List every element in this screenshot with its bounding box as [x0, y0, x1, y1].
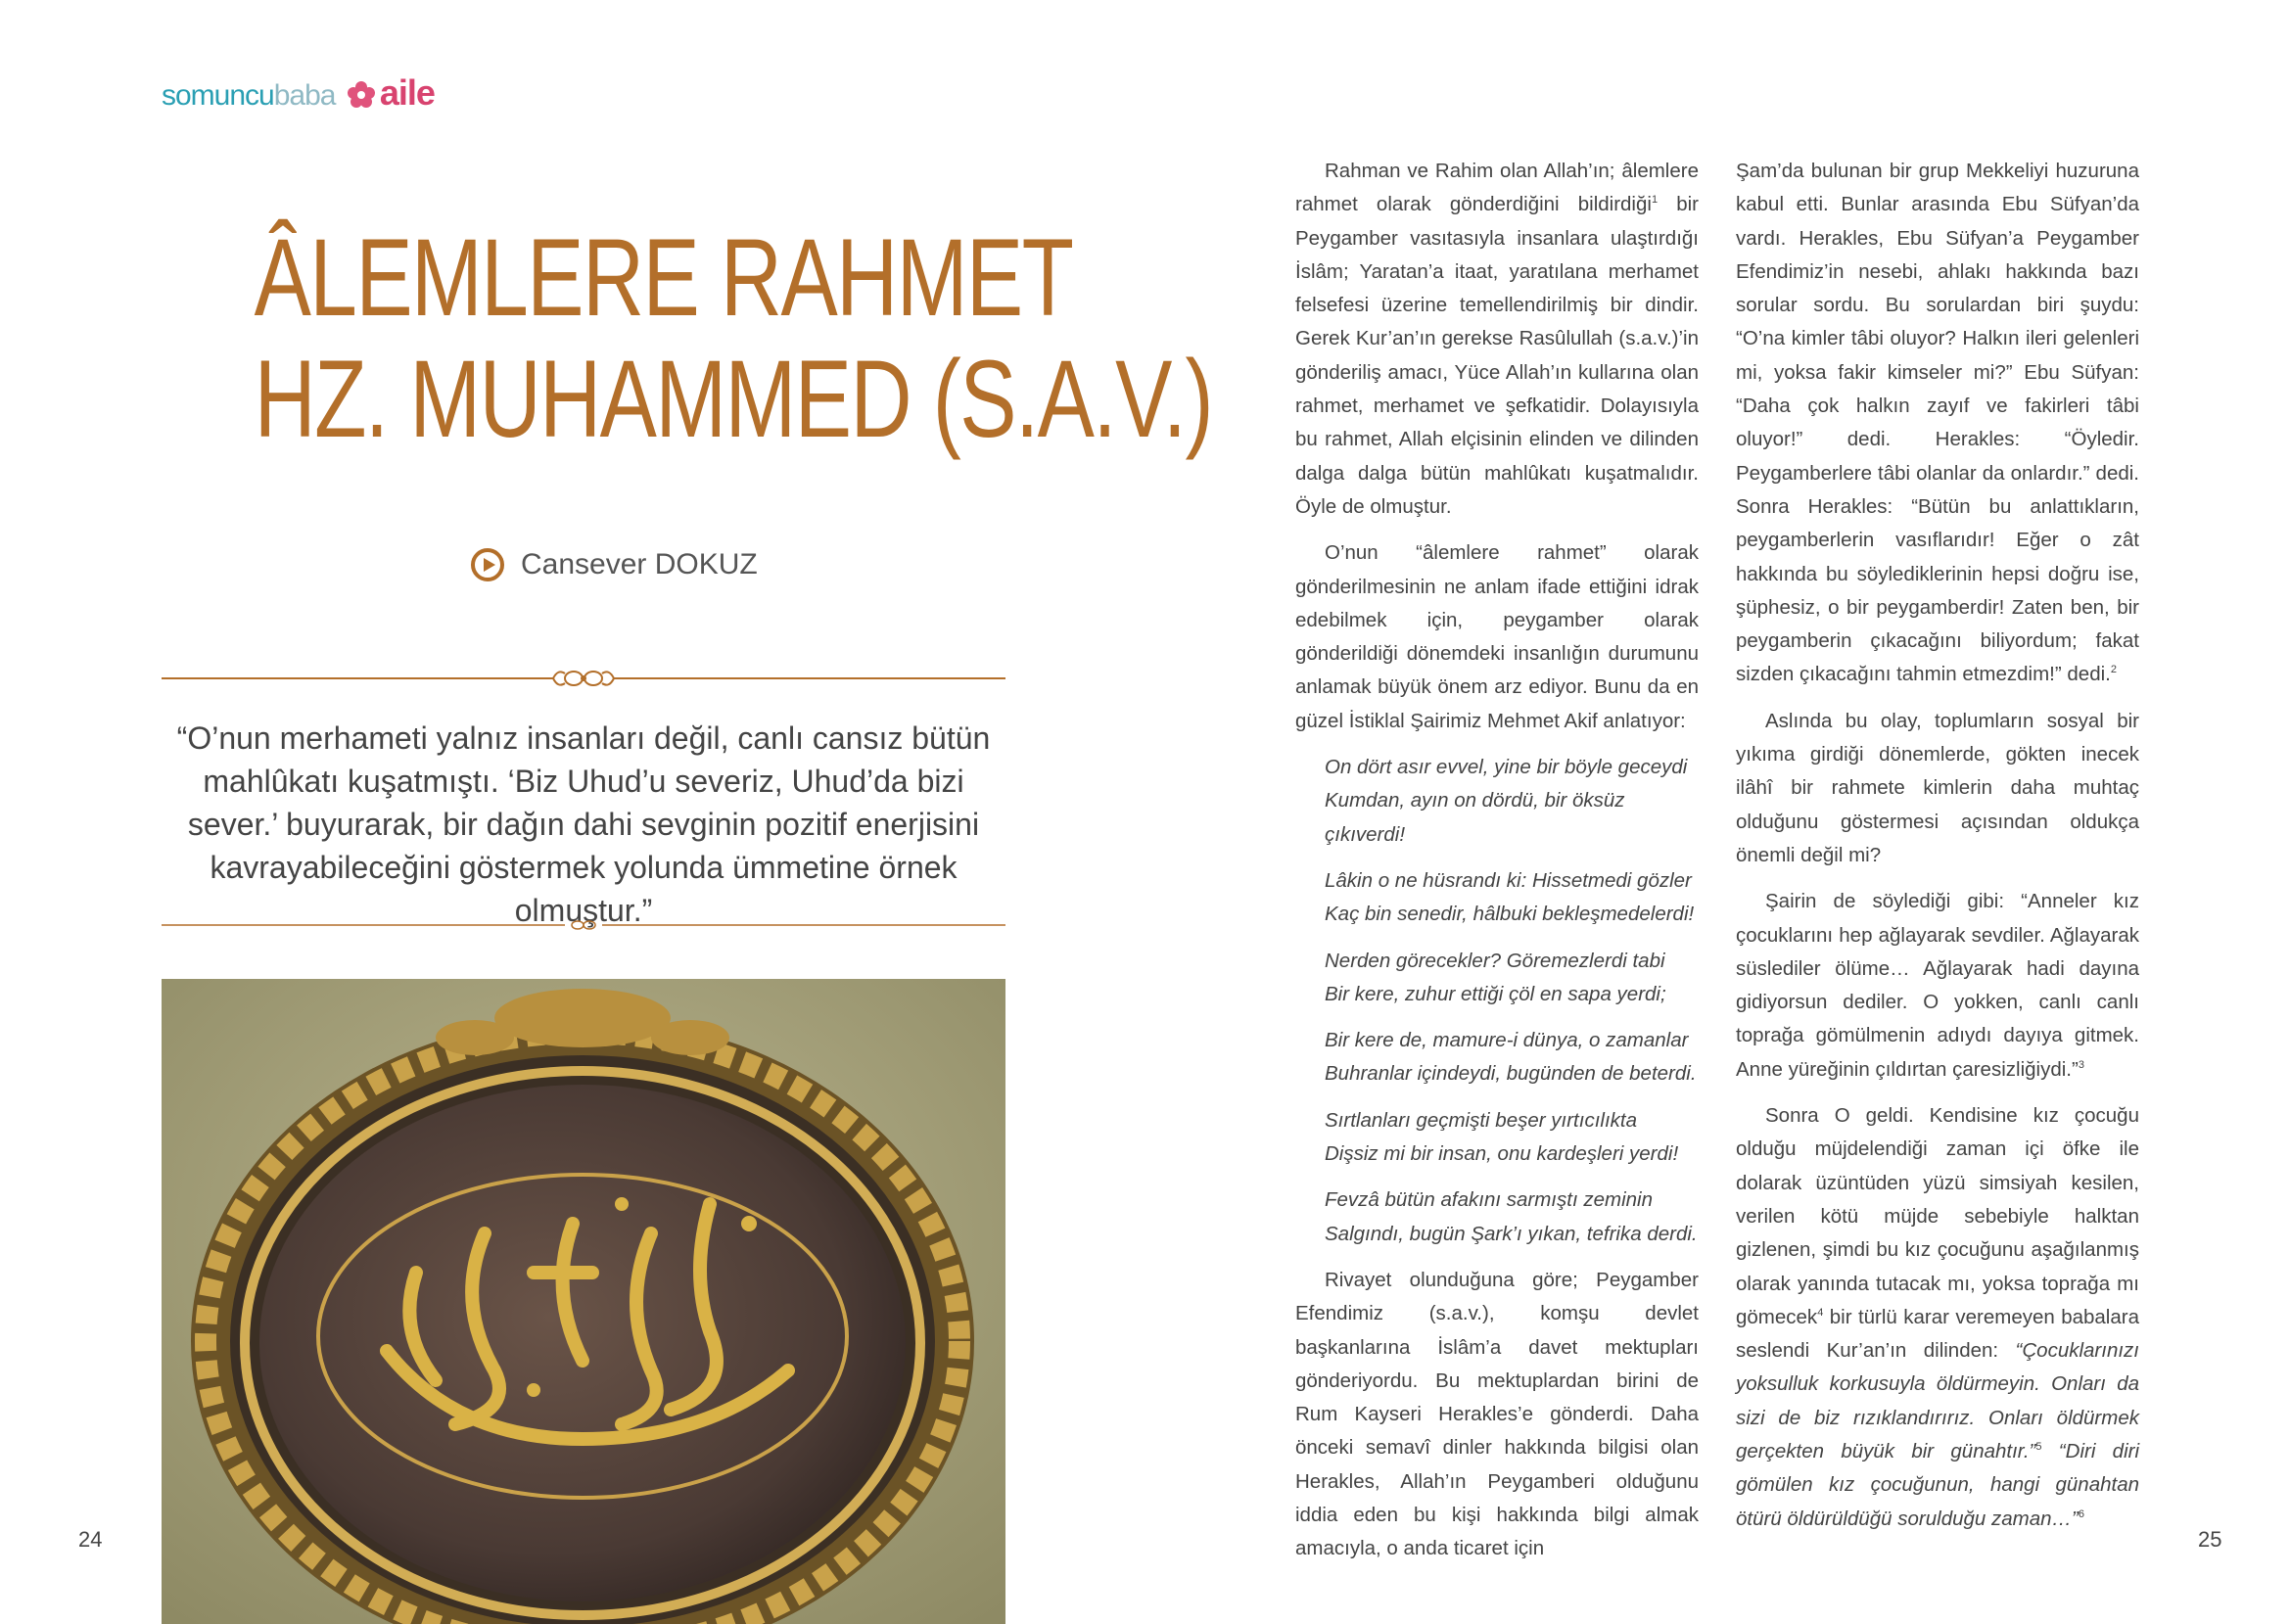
- masthead-logo: [162, 72, 435, 114]
- poem-stanza: [1295, 1024, 1699, 1091]
- quran-quote: “Çocuklarınızı yoksulluk korkusuyla öldürmeyin. Onları da sizi de biz rızıklandırırız. Onları öldürmek gerçekten büyük bir günahtır.”: [1736, 1339, 2139, 1462]
- poem-line: Kaç bin senedir, hâlbuki bekleşmedelerdi!: [1325, 903, 1695, 926]
- masthead-somuncu: somuncu: [162, 79, 274, 112]
- paragraph: [1736, 1099, 2139, 1536]
- poem-stanza: [1295, 945, 1699, 1012]
- paragraph: [1295, 155, 1699, 524]
- footnote-ref: 6: [2078, 1508, 2084, 1520]
- footnote-ref: 2: [2110, 664, 2117, 676]
- poem-line: On dört asır evvel, yine bir böyle geceydi: [1325, 756, 1688, 779]
- page-number-right: 25: [2198, 1527, 2222, 1552]
- footnote-ref: 1: [1651, 194, 1659, 207]
- poem-line: Bir kere de, mamure-i dünya, o zamanlar: [1325, 1029, 1689, 1052]
- quran-quote: “Diri diri gömülen kız çocuğunun, hangi günahtan ötürü öldürüldüğü sorulduğu zaman…”: [1736, 1439, 2140, 1530]
- calligraphy-plaque-photo: [162, 979, 1005, 1624]
- poem-line: Bir kere, zuhur ettiği çöl en sapa yerdi;: [1325, 982, 1666, 1005]
- play-circle-icon: [470, 547, 505, 582]
- flower-icon: [347, 80, 376, 110]
- ornament-divider-bottom: [162, 910, 1005, 940]
- pull-quote: “O’nun merhameti yalnız insanları değil, canlı cansız bütün mahlûkatı kuşatmıştı. ‘Biz Uhud’u severiz, Uhud’da bizi sever.’ buyurarak, bir dağın dahi sevginin pozitif enerjisini kavrayabileceğini göstermek yolunda ümmetine örnek olmuştur.”: [176, 720, 991, 928]
- paragraph: [1736, 155, 2139, 692]
- footnote-ref: 3: [2078, 1058, 2084, 1071]
- poem-stanza: [1295, 1104, 1699, 1172]
- page-number-left: 24: [78, 1527, 103, 1552]
- paragraph-text: Şairin de söylediği gibi: “Anneler kız çocuklarını hep ağlayarak sevdiler. Ağlayarak süslediler ölüme… Ağlayarak hadi dayına gidiyorsun dediler. O yokken, canlı canlı toprağa gömülmenin adıydı dayıya gitmek. Anne yüreğinin çıldırtan çaresizliğiydi.”: [1736, 890, 2139, 1081]
- poem-line: Buhranlar içindeydi, bugünden de beterdi.: [1325, 1062, 1697, 1086]
- ornament-divider-top: [162, 664, 1005, 693]
- poem-stanza: [1295, 751, 1699, 852]
- poem-line: Lâkin o ne hüsrandı ki: Hissetmedi gözler: [1325, 868, 1692, 892]
- title-line-2: HZ. MUHAMMED (S.A.V.): [254, 338, 1213, 460]
- poem-line: Dişsiz mi bir insan, onu kardeşleri yerdi!: [1325, 1142, 1679, 1166]
- poem-stanza: [1295, 1183, 1699, 1251]
- paragraph-text: Sonra O geldi. Kendisine kız çocuğu olduğu müjdelendiği zaman içi öfke ile dolarak üzüntüden yüzü simsiyah kesilen, verilen kötü müjde sebebiyle halktan gizlenen, şimdi bu kız çocuğunu aşağılanmış olarak yanında tutacak mı, yoksa toprağa mı gömecek: [1736, 1104, 2139, 1328]
- paragraph: O’nun “âlemlere rahmet” olarak gönderilmesinin ne anlam ifade ettiğini idrak edebilmek için, peygamber olarak gönderildiği dönemdeki insanlığın durumunu anlamak büyük önem arz ediyor. Bunu da en güzel İstiklal Şairimiz Mehmet Akif anlatıyor:: [1295, 541, 1699, 732]
- paragraph: Rivayet olunduğuna göre; Peygamber Efendimiz (s.a.v.), komşu devlet başkanlarına İslâm’a davet mektupları gönderiyordu. Bu mektuplardan birini de Rum Kayseri Herakles’e gönderdi. Daha önceki semavî dinler hakkında bilgisi olan Herakles, Allah’ın Peygamberi olduğunu iddia eden bu kişi hakkında bilgi almak amacıyla, o anda ticaret için: [1295, 1268, 1699, 1560]
- paragraph-text: bir türlü karar veremeyen babalara seslendi Kur’an’ın dilinden:: [1736, 1305, 2139, 1363]
- author-byline: [470, 544, 758, 585]
- author-name: Cansever DOKUZ: [521, 548, 758, 580]
- poem-line: Salgındı, bugün Şark’ı yıkan, tefrika derdi.: [1325, 1222, 1698, 1245]
- article-title: [254, 216, 1213, 460]
- paragraph-text: Şam’da bulunan bir grup Mekkeliyi huzuruna kabul etti. Bunlar arasında Ebu Süfyan’da vardı. Herakles, Ebu Süfyan’a Peygamber Efendimiz’in nesebi, ahlakı hakkında bazı sorular sordu. Bu sorulardan biri şuydu: “O’na kimler tâbi oluyor? Halkın ileri gelenleri mi, yoksa fakir kimseler mi?” Ebu Süfyan: “Daha çok halkın zayıf ve fakirleri tâbi oluyor!” dedi. Herakles: “Öyledir. Peygamberlere tâbi olanlar da onlardır.” dedi. Sonra Herakles: “Bütün bu anlattıkların, peygamberlerin vasıflarıdır! Eğer o zât hakkında bu söylediklerinin hepsi doğru ise, şüphesiz, o bir peygamberdir! Zaten ben, bir peygamberin çıkacağını biliyordum; fakat sizden çıkacağını tahmin etmezdim!” dedi.: [1736, 160, 2139, 686]
- poem-stanza: [1295, 864, 1699, 932]
- poem-line: Kumdan, ayın on dördü, bir öksüz çıkıverdi!: [1325, 789, 1625, 846]
- footnote-ref: 4: [1817, 1306, 1824, 1319]
- title-line-1: ÂLEMLERE RAHMET: [254, 216, 1073, 339]
- paragraph: Aslında bu olay, toplumların sosyal bir yıkıma girdiği dönemlerde, gökten inecek ilâhî bir rahmete kimlerin daha muhtaç olduğunu göstermesi açısından oldukça önemli değil mi?: [1736, 709, 2139, 866]
- paragraph-text: Rahman ve Rahim olan Allah’ın; âlemlere rahmet olarak gönderdiğini bildirdiği: [1295, 160, 1699, 216]
- text-column-1: [1295, 155, 1699, 1579]
- poem-line: Nerden görecekler? Göremezlerdi tabi: [1325, 949, 1665, 972]
- text-column-2: [1736, 155, 2139, 1549]
- paragraph-text: bir Peygamber vasıtasıyla insanlara ulaştırdığı İslâm; Yaratan’a itaat, yaratılana merhamet felsefesi üzerine temellendirilmiş bir dindir. Gerek Kur’an’ın gerekse Rasûlullah (s.a.v.)’in gönderiliş amacı, Yüce Allah’ın kullarına olan rahmet, merhamet ve şefkatidir. Dolayısıyla bu rahmet, Allah elçisinin elinden ve dilinden dalga dalga bütün mahlûkatı kuşatmalıdır. Öyle de olmuştur.: [1295, 193, 1699, 518]
- paragraph: [1736, 885, 2139, 1087]
- poem-line: Fevzâ bütün afakını sarmıştı zeminin: [1325, 1188, 1653, 1212]
- footnote-ref: 5: [2035, 1441, 2042, 1454]
- poem-line: Sırtlanları geçmişti beşer yırtıcılıkta: [1325, 1108, 1637, 1132]
- masthead-aile: aile: [379, 72, 435, 113]
- masthead-baba: baba: [273, 79, 336, 112]
